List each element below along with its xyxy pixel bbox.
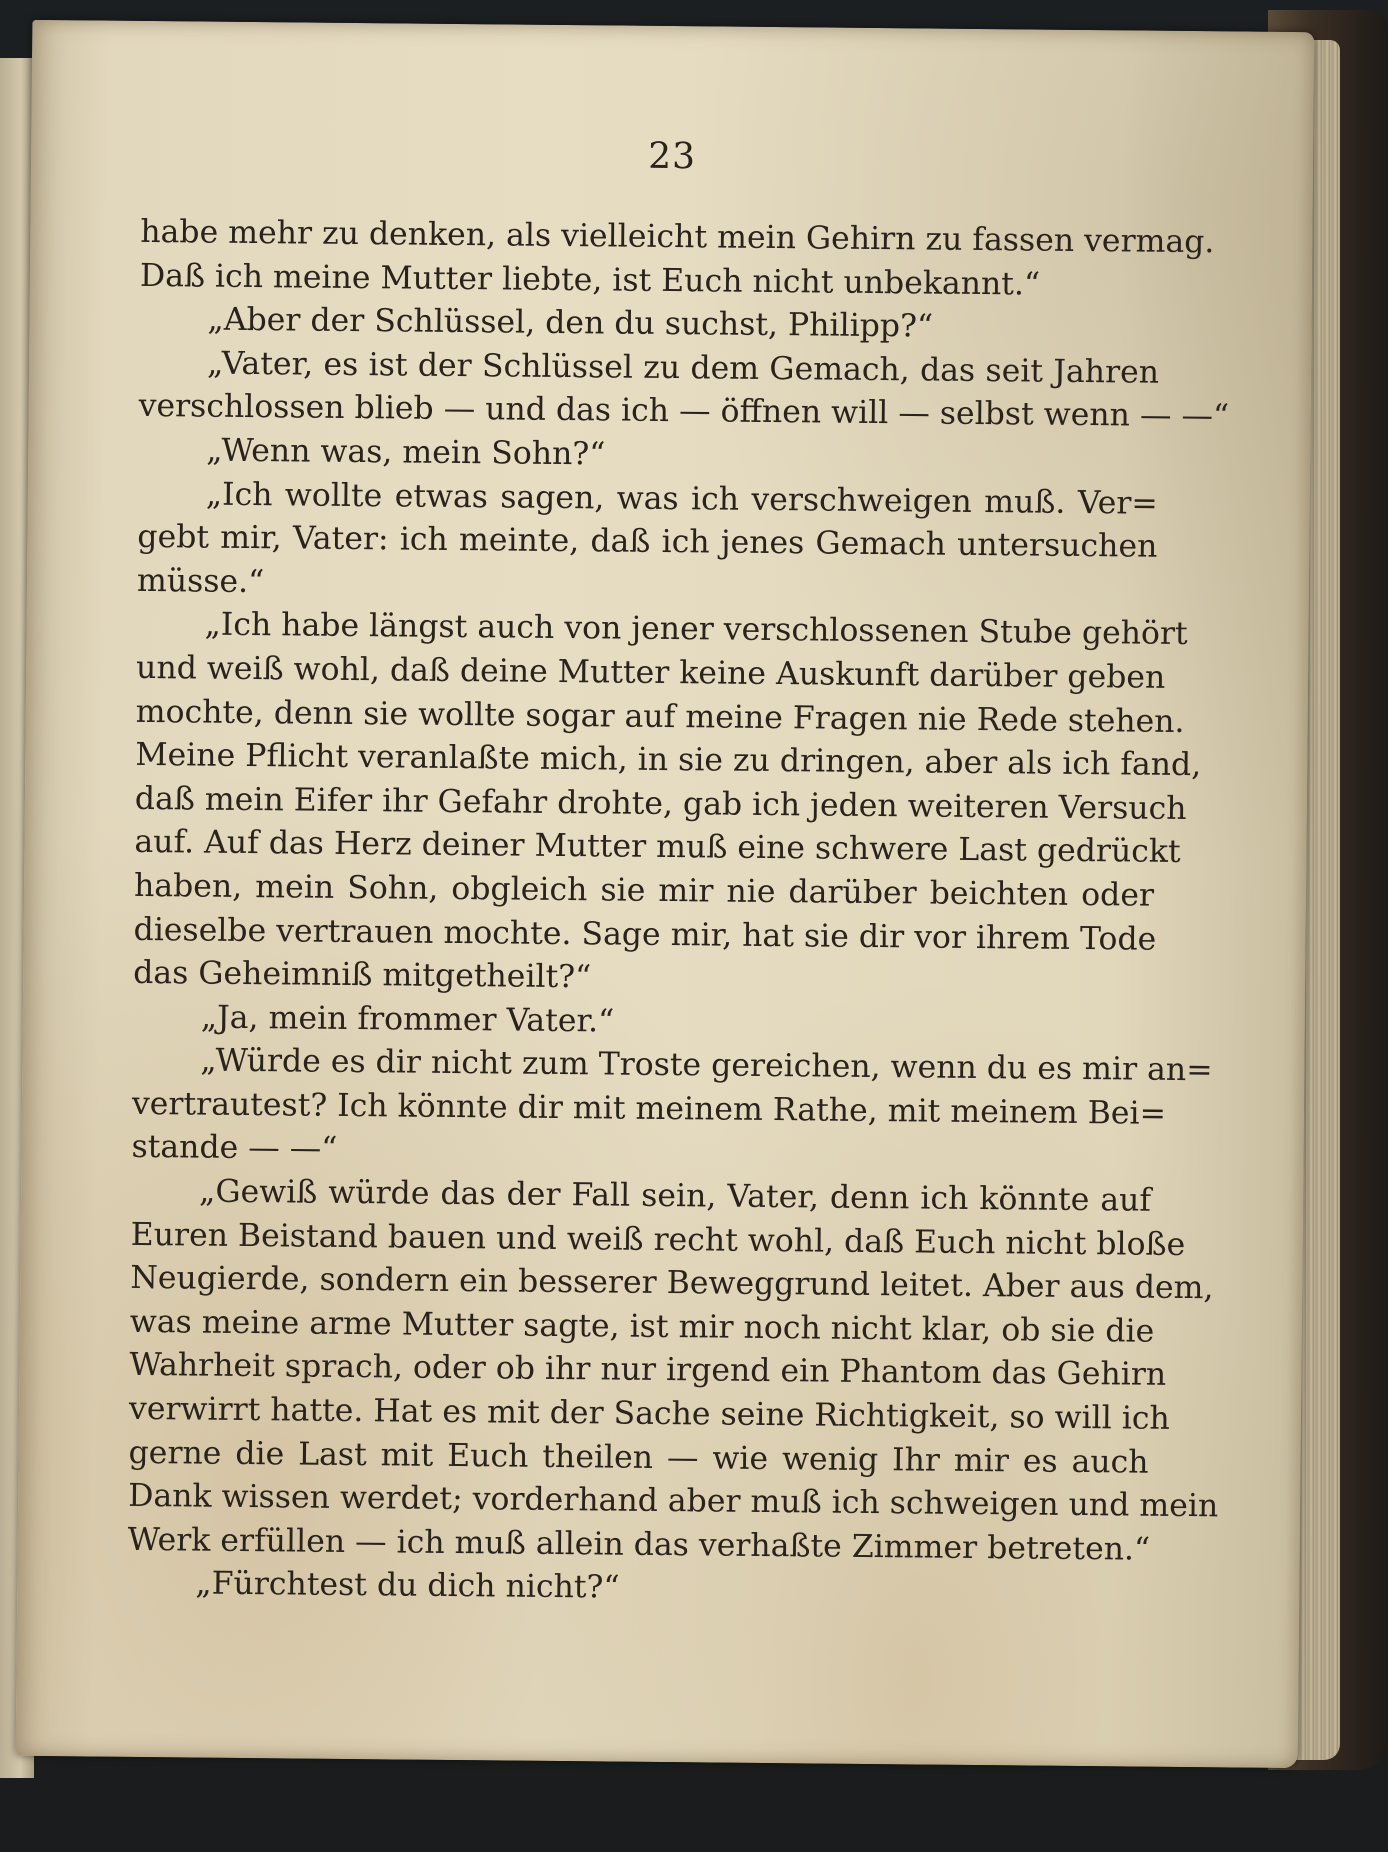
text-line: Werk erfüllen — ich muß allein das verhaßte Zimmer betreten.“ <box>127 1521 1151 1568</box>
text-line: gebt mir, Vater: ich meinte, daß ich jenes Gemach untersuchen <box>137 519 1158 565</box>
text-line: Meine Pflicht veranlaßte mich, in sie zu dringen, aber als ich fand, <box>135 737 1202 784</box>
text-line: „Würde es dir nicht zum Troste gereichen, wenn du es mir an= <box>200 1042 1213 1089</box>
text-line: habe mehr zu denken, als vielleicht mein Gehirn zu fassen vermag. <box>140 213 1215 261</box>
text-line: stande — —“ <box>131 1129 338 1168</box>
text-line: Daß ich meine Mutter liebte, ist Euch nicht unbekannt.“ <box>139 257 1041 303</box>
text-line: vertrautest? Ich könnte dir mit meinem Rathe, mit meinem Bei= <box>131 1085 1167 1132</box>
text-line: „Fürchtest du dich nicht?“ <box>195 1565 620 1607</box>
page-number: 23 <box>647 135 697 178</box>
text-line: daß mein Eifer ihr Gefahr drohte, gab ich jeden weiteren Versuch <box>134 780 1187 827</box>
body-text <box>127 211 1230 1616</box>
text-line: das Geheimniß mitgetheilt?“ <box>133 954 592 996</box>
text-line: „Gewiß würde das der Fall sein, Vater, denn ich könnte auf <box>198 1173 1152 1219</box>
text-line: „Aber der Schlüssel, den du suchst, Philipp?“ <box>207 301 934 345</box>
text-line: „Vater, es ist der Schlüssel zu dem Gemach, das seit Jahren <box>206 345 1160 391</box>
text-line: verwirrt hatte. Hat es mit der Sache seine Richtigkeit, so will ich <box>128 1390 1170 1437</box>
book-page <box>16 20 1315 1768</box>
text-line: verschlossen blieb — und das ich — öffnen will — selbst wenn — —“ <box>138 388 1230 435</box>
text-line: Euren Beistand bauen und weiß recht wohl, daß Euch nicht bloße <box>130 1216 1186 1263</box>
text-line: haben, mein Sohn, obgleich sie mir nie darüber beichten oder <box>133 867 1155 914</box>
text-line: „Ja, mein frommer Vater.“ <box>200 999 615 1040</box>
text-line: „Ich wollte etwas sagen, was ich verschweigen muß. Ver= <box>205 476 1158 522</box>
text-line: gerne die Last mit Euch theilen — wie wenig Ihr mir es auch <box>128 1434 1149 1481</box>
text-line: was meine arme Mutter sagte, ist mir noch nicht klar, ob sie die <box>129 1303 1155 1350</box>
text-line: „Wenn was, mein Sohn?“ <box>206 432 606 473</box>
text-line: müsse.“ <box>136 562 265 600</box>
text-line: „Ich habe längst auch von jener verschlossenen Stube gehört <box>204 606 1188 653</box>
text-line: dieselbe vertrauen mochte. Sage mir, hat sie dir vor ihrem Tode <box>133 911 1157 958</box>
text-line: Dank wissen werdet; vorderhand aber muß ich schweigen und mein <box>128 1478 1219 1525</box>
text-line: und weiß wohl, daß deine Mutter keine Auskunft darüber geben <box>135 649 1166 696</box>
text-line: auf. Auf das Herz deiner Mutter muß eine schwere Last gedrückt <box>134 824 1181 871</box>
text-line: mochte, denn sie wollte sogar auf meine Fragen nie Rede stehen. <box>135 693 1185 740</box>
text-line: Neugierde, sondern ein besserer Beweggrund leitet. Aber aus dem, <box>130 1260 1214 1307</box>
text-line: Wahrheit sprach, oder ob ihr nur irgend ein Phantom das Gehirn <box>129 1347 1167 1394</box>
